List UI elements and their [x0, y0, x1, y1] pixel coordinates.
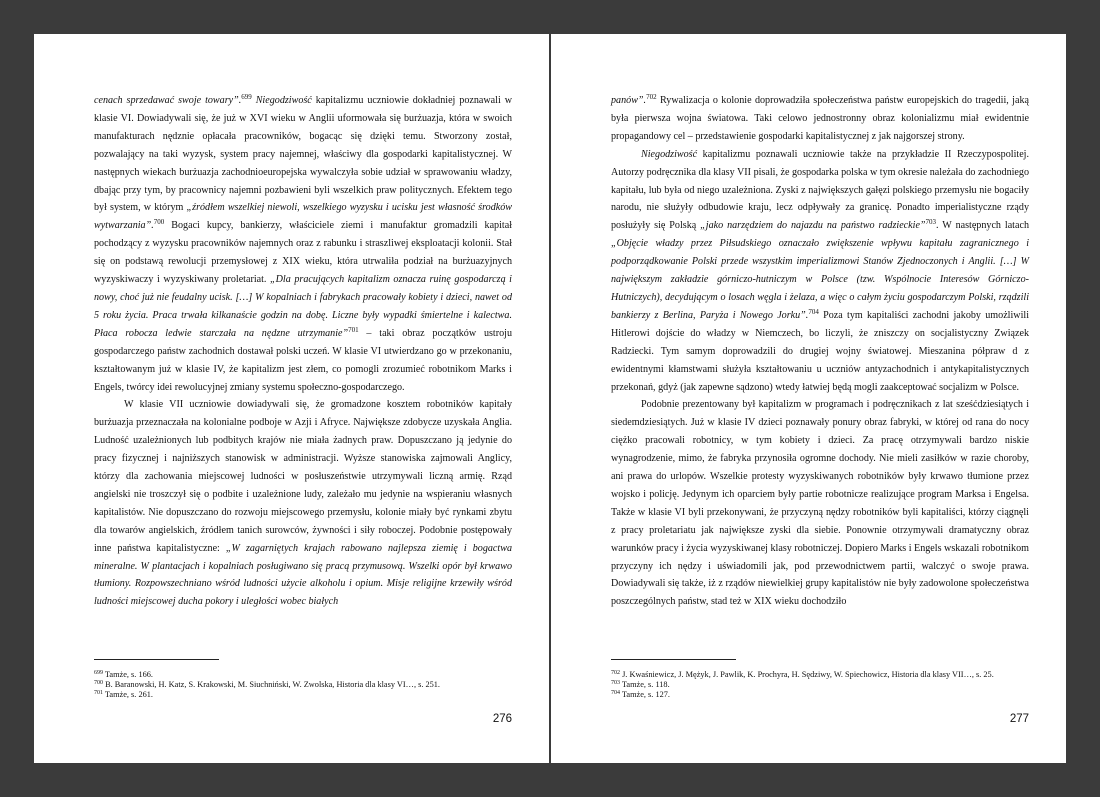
footnote-text: Tamże, s. 118.	[620, 680, 670, 689]
text-run: – taki obraz początków ustroju gospodarczego państw zachodnich dostawał polski uczeń. W klasie VI utwierdzano go w przekonaniu, kształtowanym już w klasie IV, że kapitalizm jest złem, co pomogli zrozumieć robotnikom Marks i Engels, twórcy idei rewolucyjnej zmiany systemu społeczno-gospodarczego.	[94, 327, 512, 393]
footnote-ref: 699	[241, 93, 252, 101]
paragraph	[611, 92, 1029, 146]
footnote-text: Tamże, s. 166.	[103, 670, 153, 679]
text-run: kapitalizmu uczniowie dokładniej poznawali w klasie VI. Dowiadywali się, że już w XVI wieku w Anglii uformowała się burżuazja, która w swoich manufakturach nędznie opłacała pracowników, bogacąc się dzięki temu. Stworzony został, pozwalający na taki wyzysk, system pracy najemnej, właściwy dla gospodarki kapitalistycznej. W następnych wiekach burżuazja zachodnioeuropejska wywalczyła sobie udział w sprawowaniu władzy, dbając przy tym, by pracownicy najemni pozbawieni byli wszelkich praw politycznych. Efektem tego był system, w którym	[94, 95, 513, 214]
footnote	[94, 690, 512, 700]
text-run: kapitalizmu poznawali uczniowie także na przykładzie II Rzeczypospolitej. Autorzy podręcznika dla klasy VII pisali, że gospodarka polska w tym okresie należała do zachodniego kapitału, lub była od niego uzależniona. Zyski z największych gałęzi polskiego przemysłu nie bogaciły narodu, nie służyły odbudowie kraju, lecz odpływały za granicę. Ponadto imperialistyczne rządy posłużyły się Polską	[611, 148, 1029, 232]
right-page	[551, 34, 1066, 763]
text-run: W klasie VII uczniowie dowiadywali się, że gromadzone kosztem robotników kapitały burżuazja przeznaczała na kolonialne podboje w Azji i Afryce. Największe zdobycze uzyskała Anglia. Ludność uzależnionych lub podbitych krajów nie miała żadnych praw. Dopuszczano ją jedynie do pracy fizycznej i najniższych stanowisk w administracji. Wyższe stanowiska zajmowali Anglicy, którzy dla zachowania miejscowej ludności w posłuszeństwie utrzymywali liczną armię. Rząd angielski nie troszczył się o podbite i uzależnione ludy, zależało mu jedynie na wspieraniu własnych kapitalistów. Nie dopuszczano do rozwoju miejscowego przemysłu, kolonie miały być rynkami zbytu dla towarów angielskich, źródłem tanich surowców, żywności i siły roboczej. Podobnie postępowały inne państwa kapitalistyczne:	[94, 399, 512, 554]
footnote-number: 702	[611, 670, 620, 676]
right-page-body	[611, 92, 1029, 611]
footnote-number: 704	[611, 690, 620, 696]
paragraph	[94, 92, 512, 396]
text-run: panów”.	[611, 95, 647, 106]
footnote-text: Tamże, s. 261.	[103, 690, 153, 699]
footnote	[94, 670, 512, 680]
text-run: Bogaci kupcy, bankierzy, właściciele ziemi i manufaktur gromadzili kapitał pochodzący z wyzysku pracowników najemnych oraz z rabunku i straszliwej eksploatacji kolonii. Stał się on podstawą rewolucji przemysłowej z XIX wieku, która utrwaliła podział na burżuazyjnych wyzyskiwaczy i wyzyskiwany proletariat.	[94, 220, 512, 286]
right-footnotes	[611, 670, 1029, 700]
paragraph	[611, 396, 1029, 611]
footnote-text: B. Baranowski, H. Katz, S. Krakowski, M. Siuchniński, W. Zwolska, Historia dla klasy VI…, s. 251.	[103, 680, 441, 689]
text-run: Podobnie prezentowany był kapitalizm w programach i podręcznikach z lat sześćdziesiątych i siedemdziesiątych. Już w klasie IV dzieci poznawały ponury obraz fabryki, w której od rana do nocy ciężko pracowali robotnicy, w tym kobiety i dzieci. Za pracę otrzymywali bardzo niskie wynagrodzenie, mimo, że fabryka przynosiła ogromne dochody. Nie mieli zasiłków w razie choroby, ani prawa do urlopów. Wszelkie protesty wyzyskiwanych robotników były krwawo tłumione przez wojsko i policję. Jedynym ich oparciem były partie robotnicze realizujące program Marksa i Engelsa. Także w klasie VI byli przekonywani, że przyczyną nędzy robotników byli kapitaliści, którzy ciągnęli z pracy proletariatu jak największe zyski dla siebie. Ponownie otrzymywali dramatyczny obraz warunków pracy i życia wyzyskiwanej klasy robotniczej. Dopiero Marks i Engels wskazali robotnikom przyczyny ich nędzy i uświadomili jak, pod przewodnictwem partii, walczyć o swoje prawa. Dowiadywali się także, iż z rządów niewielkiej grupy kapitalistów nie były zadowolone społeczeństwa poszczególnych państw, stad też w XIX wieku dochodziło	[611, 399, 1029, 608]
footnote	[611, 670, 1029, 680]
left-page	[34, 34, 549, 763]
footnote-ref: 704	[808, 307, 819, 316]
footnote-number: 700	[94, 680, 103, 686]
text-run: . W następnych latach	[936, 220, 1029, 232]
footnote-number: 703	[611, 680, 620, 686]
footnote	[94, 680, 512, 690]
footnote	[611, 690, 1029, 700]
text-run: „Objęcie władzy przez Piłsudskiego oznaczało zwiększenie wpływu kapitału zagranicznego i podporządkowanie Polski przede wszystkim imperializmowi Stanów Zjednoczonych i Anglii. […] W największym zakładzie górniczo-hutniczym w Polsce (tzw. Wspólnocie Interesów Górniczo-Hutniczych), decydującym o losach węgla i żelaza, a więc o całym życiu gospodarczym Polski, rządzili bankierzy z Berlina, Paryża i Nowego Jorku”.	[611, 238, 1029, 321]
footnote-ref: 701	[348, 325, 359, 334]
footnote-number: 699	[94, 670, 103, 676]
footnote-ref: 702	[646, 93, 657, 101]
text-run: Poza tym kapitaliści zachodni jakoby umożliwili Hitlerowi dojście do władzy w Niemczech, bo liczyli, że zniszczy on socjalistyczny Związek Radziecki. Tym samym doprowadzili do drugiej wojny światowej. Mieszanina półpraw d z ewidentnymi kłamstwami służyła kształtowaniu u uczniów antyzachodnich i antykapitalistycznych przekonań, gdyż (jak zapewne sądzono) wtedy łatwiej będą mogli zaakceptować socjalizm w Polsce.	[611, 309, 1029, 393]
text-run: Rywalizacja o kolonie doprowadziła społeczeństwa państw europejskich do tragedii, jaką była pierwsza wojna światowa. Taki celowo jednostronny obraz kolonializmu miał ewidentnie propagandowy cel – przedstawienie gospodarki kapitalistycznej z jak najgorszej strony.	[611, 95, 1029, 142]
text-run: „jako narzędziem do najazdu na państwo radzieckie”	[700, 220, 926, 232]
text-run: Niegodziwość	[255, 95, 312, 106]
left-footnote-rule	[94, 659, 219, 660]
left-page-body	[94, 92, 512, 611]
footnote	[611, 680, 1029, 690]
text-run: „W zagarniętych krajach rabowano najlepsza ziemię i bogactwa mineralne. W plantacjach i kopalniach posługiwano się pracą przymusową. Wszelki opór był krwawo tłumiony. Rozpowszechniano wśród ludności użycie alkoholu i opium. Misje religijne krzewiły wśród ludności miejscowej ducha pokory i uległości wobec białych	[94, 542, 512, 608]
left-page-number: 276	[492, 713, 512, 725]
text-run: cenach sprzedawać swoje towary”.	[94, 95, 242, 106]
paragraph	[611, 146, 1029, 397]
footnote-number: 701	[94, 690, 103, 696]
left-footnotes	[94, 670, 512, 700]
right-page-number: 277	[1009, 713, 1029, 725]
footnote-ref: 700	[153, 218, 165, 227]
text-run: Niegodziwość	[641, 148, 698, 160]
paragraph	[94, 396, 512, 611]
footnote-text: J. Kwaśniewicz, J. Mężyk, J. Pawlik, K. Prochyra, H. Sędziwy, W. Spiechowicz, Historia dla klasy VII…, s. 25.	[620, 670, 994, 679]
text-run: „źródłem wszelkiej niewoli, wszelkiego wyzysku i ucisku jest własność środków wytwarzania”.	[94, 202, 512, 232]
text-run: „Dla pracujących kapitalizm oznacza ruinę gospodarczą i nowy, choć już nie feudalny ucisk. […] W kopalniach i fabrykach pracowały kobiety i dzieci, nawet od 5 roku życia. Praca trwała kilkanaście godzin na dobę. Liczne były wypadki śmiertelne i kalectwa. Płaca robocza ledwie starczała na nędzne utrzymanie”	[94, 274, 512, 339]
footnote-text: Tamże, s. 127.	[620, 690, 670, 699]
right-footnote-rule	[611, 659, 736, 660]
footnote-ref: 703	[925, 218, 937, 227]
